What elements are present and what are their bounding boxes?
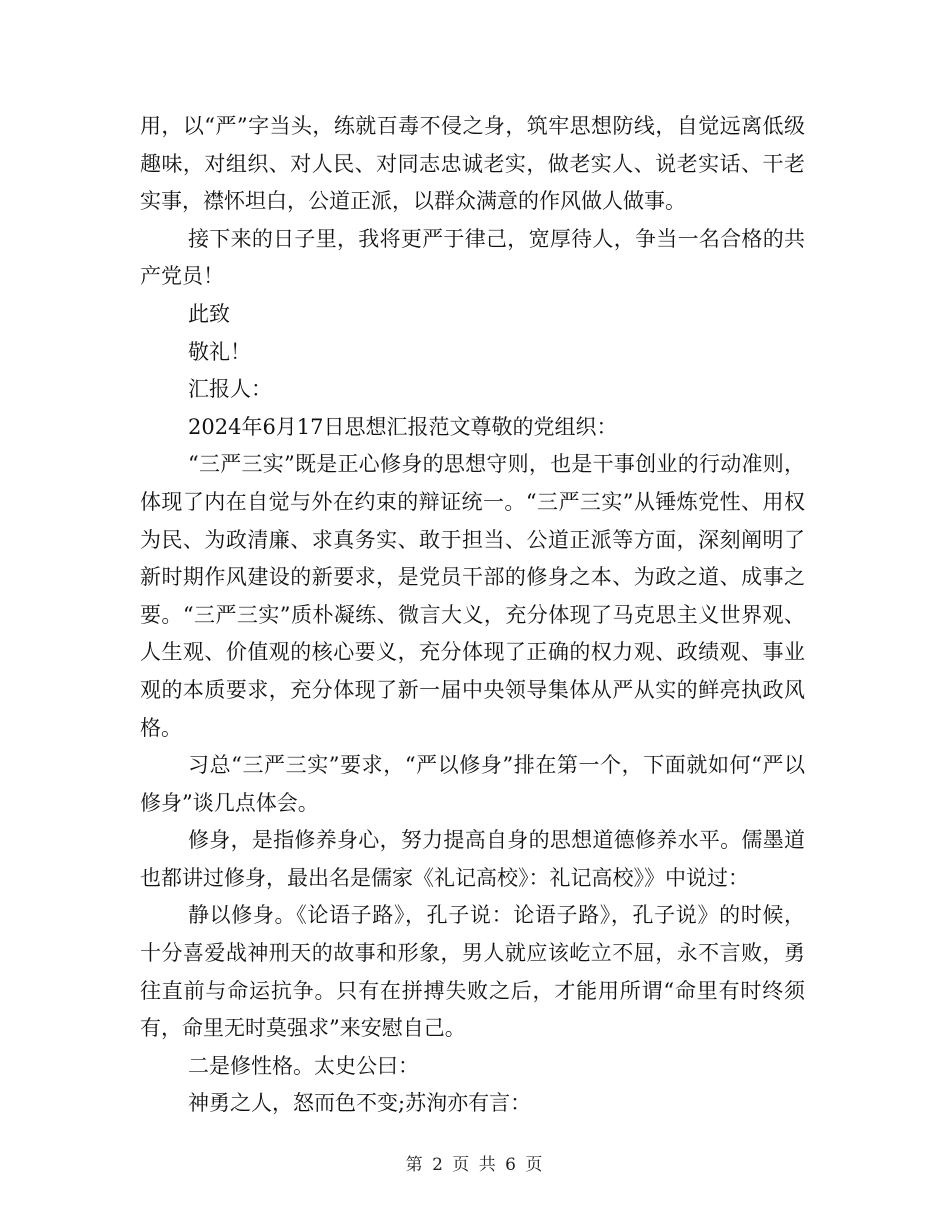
- paragraph: 静以修身。《论语子路》，孔子说：论语子路》，孔子说》的时候，十分喜爱战神刑天的故事和形象，男人就应该屹立不屈，永不言败，勇往直前与命运抗争。只有在拼搏失败之后，才能用所谓“命里有时终须有，命里无时莫强求”来安慰自己。: [140, 903, 805, 1041]
- paragraph: 二是修性格。太史公曰：: [188, 1053, 419, 1078]
- reporter-line: 汇报人：: [188, 377, 272, 402]
- closing-salutation: 此致: [188, 301, 230, 326]
- paragraph: 用，以“严”字当头，练就百毒不侵之身，筑牢思想防线，自觉远离低级趣味，对组织、对人民、对同志忠诚老实，做老实人、说老实话、干老实事，襟怀坦白，公道正派，以群众满意的作风做人做事。: [140, 114, 805, 214]
- date-and-heading: 2024年6月17日思想汇报范文尊敬的党组织：: [188, 414, 618, 439]
- paragraph: 修身，是指修养身心，努力提高自身的思想道德修养水平。儒墨道也都讲过修身，最出名是儒家《礼记高校》：礼记高校》》中说过：: [140, 828, 805, 890]
- closing-respect: 敬礼！: [188, 339, 251, 364]
- page-number-footer: 第 2 页 共 6 页: [405, 1155, 545, 1175]
- paragraph: 神勇之人，怒而色不变;苏洵亦有言：: [188, 1091, 532, 1116]
- paragraph: 接下来的日子里，我将更严于律己，宽厚待人，争当一名合格的共产党员！: [140, 226, 805, 289]
- paragraph: 习总“三严三实”要求，“严以修身”排在第一个，下面就如何“严以修身”谈几点体会。: [140, 753, 805, 815]
- document-body: [140, 108, 805, 1123]
- paragraph: “三严三实”既是正心修身的思想守则，也是干事创业的行动准则，体现了内在自觉与外在约束的辩证统一。“三严三实”从锤炼党性、用权为民、为政清廉、求真务实、敢于担当、公道正派等方面，深刻阐明了新时期作风建设的新要求，是党员干部的修身之本、为政之道、成事之要。“三严三实”质朴凝练、微言大义，充分体现了马克思主义世界观、人生观、价值观的核心要义，充分体现了正确的权力观、政绩观、事业观的本质要求，充分体现了新一届中央领导集体从严从实的鲜亮执政风格。: [140, 452, 805, 740]
